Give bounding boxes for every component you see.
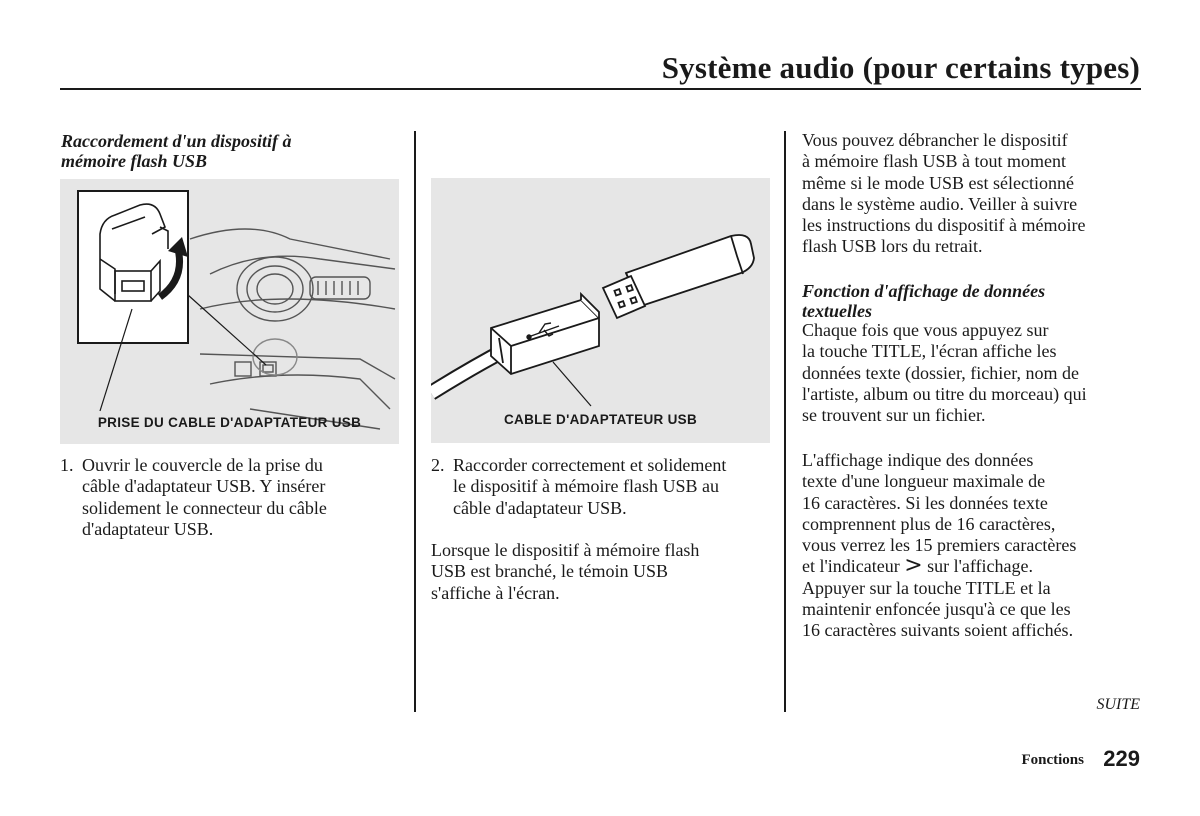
text-line: Chaque fois que vous appuyez sur [802,320,1049,340]
title-rule [60,88,1141,90]
text-line: câble d'adaptateur USB. Y insérer [82,476,326,497]
heading-line: Raccordement d'un dispositif à [61,131,292,151]
text-line: l'artiste, album ou titre du morceau) qui [802,383,1087,404]
text-line: données texte (dossier, fichier, nom de [802,362,1079,383]
step-text [453,455,726,519]
usb-indicator-paragraph [431,540,776,604]
text-line: Raccorder correctement et solidement [453,455,727,475]
text-line: d'adaptateur USB. [82,518,214,539]
text-line: Vous pouvez débrancher le dispositif [802,130,1068,150]
figure-usb-flash-drive [431,178,770,443]
text-line: Lorsque le dispositif à mémoire flash [431,540,700,560]
text-line: la touche TITLE, l'écran affiche les [802,341,1057,362]
page-number: 229 [1103,746,1140,771]
text-line: à mémoire flash USB à tout moment [802,151,1066,172]
disconnect-paragraph [802,130,1147,258]
text-line: dans le système audio. Veiller à suivre [802,193,1078,214]
step-number: 1. [60,455,74,475]
figure-usb-socket [60,179,399,444]
text-line: le dispositif à mémoire flash USB au [453,476,719,497]
footer-section-name: Fonctions [1021,752,1084,768]
text-line: 16 caractères. Si les données texte [802,492,1048,513]
text-line: comprennent plus de 16 caractères, [802,513,1056,534]
column-divider-left [414,131,416,712]
title-button-paragraph [802,320,1147,426]
usb-socket-illustration [60,179,399,444]
page-title: Système audio (pour certains types) [661,50,1140,85]
step-number: 2. [431,455,445,475]
text-line: L'affichage indique des données [802,450,1034,470]
text-line-indicator [802,553,1147,579]
text-line: USB est branché, le témoin USB [431,561,668,582]
figure-caption: PRISE DU CABLE D'ADAPTATEUR USB [97,415,362,430]
text-line: s'affiche à l'écran. [431,582,560,603]
text-line: texte d'une longueur maximale de [802,471,1046,492]
text-line: les instructions du dispositif à mémoire [802,215,1086,236]
text-length-paragraph [802,450,1147,642]
continued-label: SUITE [1096,696,1140,713]
text-line: maintenir enfoncée jusqu'à ce que les [802,599,1071,620]
text-line: Appuyer sur la touche TITLE et la [802,577,1051,598]
column-divider-right [784,131,786,712]
step-text [82,455,327,540]
heading-line: mémoire flash USB [61,151,208,171]
text-line: 16 caractères suivants soient affichés. [802,620,1074,641]
figure-caption: CABLE D'ADAPTATEUR USB [503,412,698,427]
section-heading-usb-connection [61,131,292,171]
text-line: vous verrez les 15 premiers caractères [802,535,1077,556]
text-line: même si le mode USB est sélectionné [802,172,1074,193]
text-line: solidement le connecteur du câble [82,497,327,518]
heading-line: textuelles [802,301,872,321]
text-line: flash USB lors du retrait. [802,236,983,257]
usb-drive-illustration [431,178,770,443]
text-fragment: et l'indicateur [802,556,900,577]
heading-line: Fonction d'affichage de données [802,281,1046,301]
section-heading-text-display [802,281,1045,321]
indicator-symbol: > [904,553,923,579]
text-fragment: sur l'affichage. [927,556,1034,577]
text-line: Ouvrir le couvercle de la prise du [82,455,323,475]
text-line: se trouvent sur un fichier. [802,405,986,426]
text-line: câble d'adaptateur USB. [453,497,627,518]
